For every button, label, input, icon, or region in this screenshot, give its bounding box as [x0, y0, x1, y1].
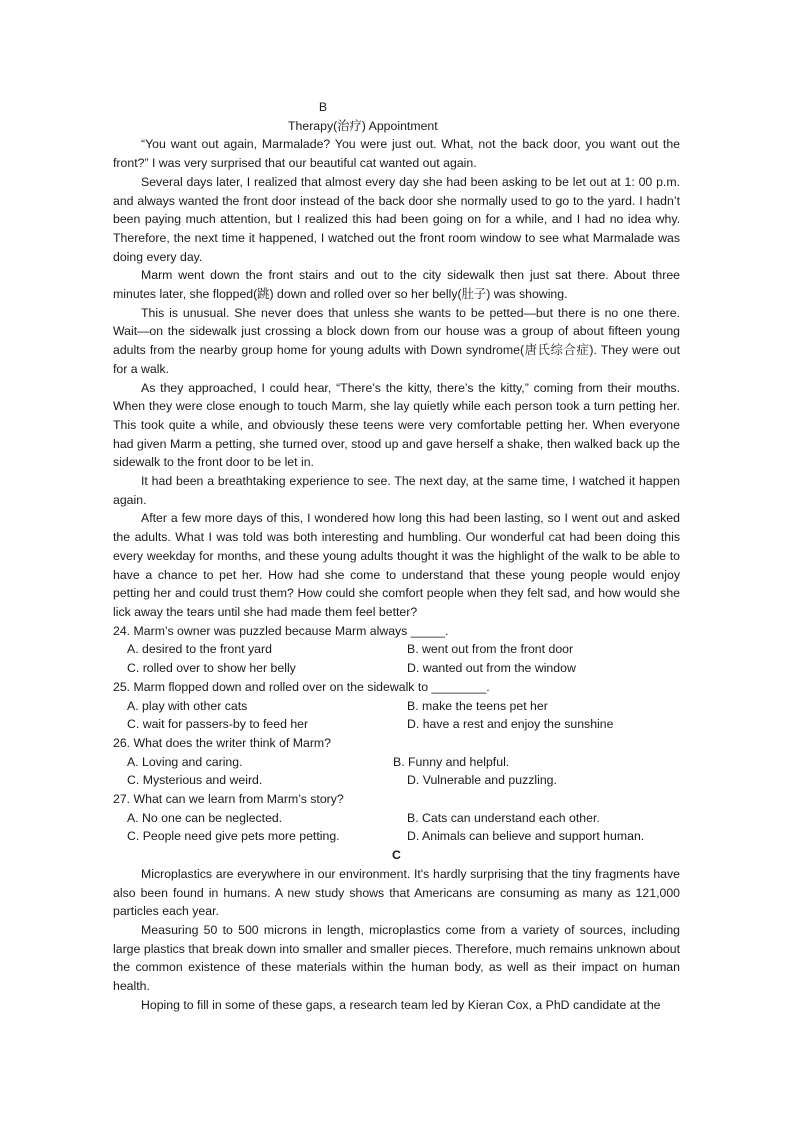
- question-stem: 26. What does the writer think of Marm?: [113, 735, 332, 750]
- option-c: C. wait for passers-by to feed her: [127, 717, 309, 732]
- paragraph: Marm went down the front stairs and out to the city sidewalk then just sat there. About three minutes later, she flopped(跳) down and rolled over so her belly(肚子) was showing.: [113, 268, 680, 302]
- passage-title: Therapy(治疗) Appointment: [288, 118, 438, 133]
- page-content: [113, 98, 680, 1014]
- option-b: B. went out from the front door: [407, 642, 574, 657]
- option-c: C. rolled over to show her belly: [127, 661, 296, 676]
- paragraph: Measuring 50 to 500 microns in length, microplastics come from a variety of sources, including large plastics that break down into smaller and smaller pieces. Therefore, much remains unknown about the common existence of these materials within the human body, as well as their impact on human health.: [113, 922, 680, 994]
- paragraph: Hoping to fill in some of these gaps, a research team led by Kieran Cox, a PhD candidate at the: [141, 997, 661, 1012]
- paragraph: As they approached, I could hear, “There’s the kitty, there’s the kitty,” coming from their mouths. When they were close enough to touch Marm, she lay quietly while each person took a turn petting her. This took quite a while, and obviously these teens were very comfortable petting her. When everyone had given Marm a petting, she turned over, stood up and gave herself a shake, then walked back up the sidewalk to the front door to be let in.: [113, 380, 680, 470]
- option-d: D. have a rest and enjoy the sunshine: [407, 717, 614, 732]
- option-d: D. Vulnerable and puzzling.: [407, 773, 557, 788]
- option-b: B. Funny and helpful.: [393, 754, 510, 769]
- paragraph: Microplastics are everywhere in our environment. It's hardly surprising that the tiny fragments have also been found in humans. A new study shows that Americans are consuming as many as 121,000 particles each year.: [113, 866, 680, 919]
- option-d: D. wanted out from the window: [407, 661, 576, 676]
- section-c-letter: C: [392, 848, 401, 863]
- paragraph: Several days later, I realized that almost every day she had been asking to be let out at 1: 00 p.m. and always wanted the front door instead of the back door she normally used to go to the yard. I hadn’t been paying much attention, but I realized this had been going on for a while, and I had no idea why. Therefore, the next time it happened, I watched out the front room window to see what Marmalade was doing every day.: [113, 174, 680, 264]
- option-c: C. Mysterious and weird.: [127, 773, 263, 788]
- paragraph: “You want out again, Marmalade? You were just out. What, not the back door, you want out the front?” I was very surprised that our beautiful cat wanted out again.: [113, 137, 680, 171]
- question-stem: 25. Marm flopped down and rolled over on the sidewalk to ________.: [113, 679, 490, 694]
- question-stem: 27. What can we learn from Marm’s story?: [113, 792, 344, 807]
- question-options: [113, 697, 680, 734]
- paragraph: This is unusual. She never does that unless she wants to be petted—but there is no one there. Wait—on the sidewalk just crossing a block down from our house was a group of about fifteen young adults from the nearby group home for young adults with Down syndrome(唐氏综合症). They were out for a walk.: [113, 305, 680, 376]
- option-b: B. Cats can understand each other.: [407, 810, 600, 825]
- question-options: [113, 809, 680, 846]
- question-options: [113, 753, 680, 790]
- option-d: D. Animals can believe and support human.: [407, 829, 645, 844]
- paragraph: After a few more days of this, I wondered how long this had been lasting, so I went out and asked the adults. What I was told was both interesting and humbling. Our wonderful cat had been doing this every weekday for months, and these young adults thought it was the highlight of the walk to be able to have a chance to pet her. How had she come to understand that these young people would enjoy petting her and could trust them? How could she comfort people when they felt sad, and how would she lick away the tears until she had made them feel better?: [113, 511, 680, 619]
- option-a: A. play with other cats: [127, 698, 248, 713]
- option-a: A. Loving and caring.: [127, 754, 243, 769]
- option-c: C. People need give pets more petting.: [127, 829, 340, 844]
- option-b: B. make the teens pet her: [407, 698, 548, 713]
- option-a: A. No one can be neglected.: [127, 810, 283, 825]
- question-stem: 24. Marm’s owner was puzzled because Marm always _____.: [113, 623, 449, 638]
- section-b-letter: B: [318, 100, 328, 114]
- question-options: [113, 640, 680, 677]
- paragraph: It had been a breathtaking experience to see. The next day, at the same time, I watched it happen again.: [113, 474, 680, 507]
- option-a: A. desired to the front yard: [127, 642, 272, 657]
